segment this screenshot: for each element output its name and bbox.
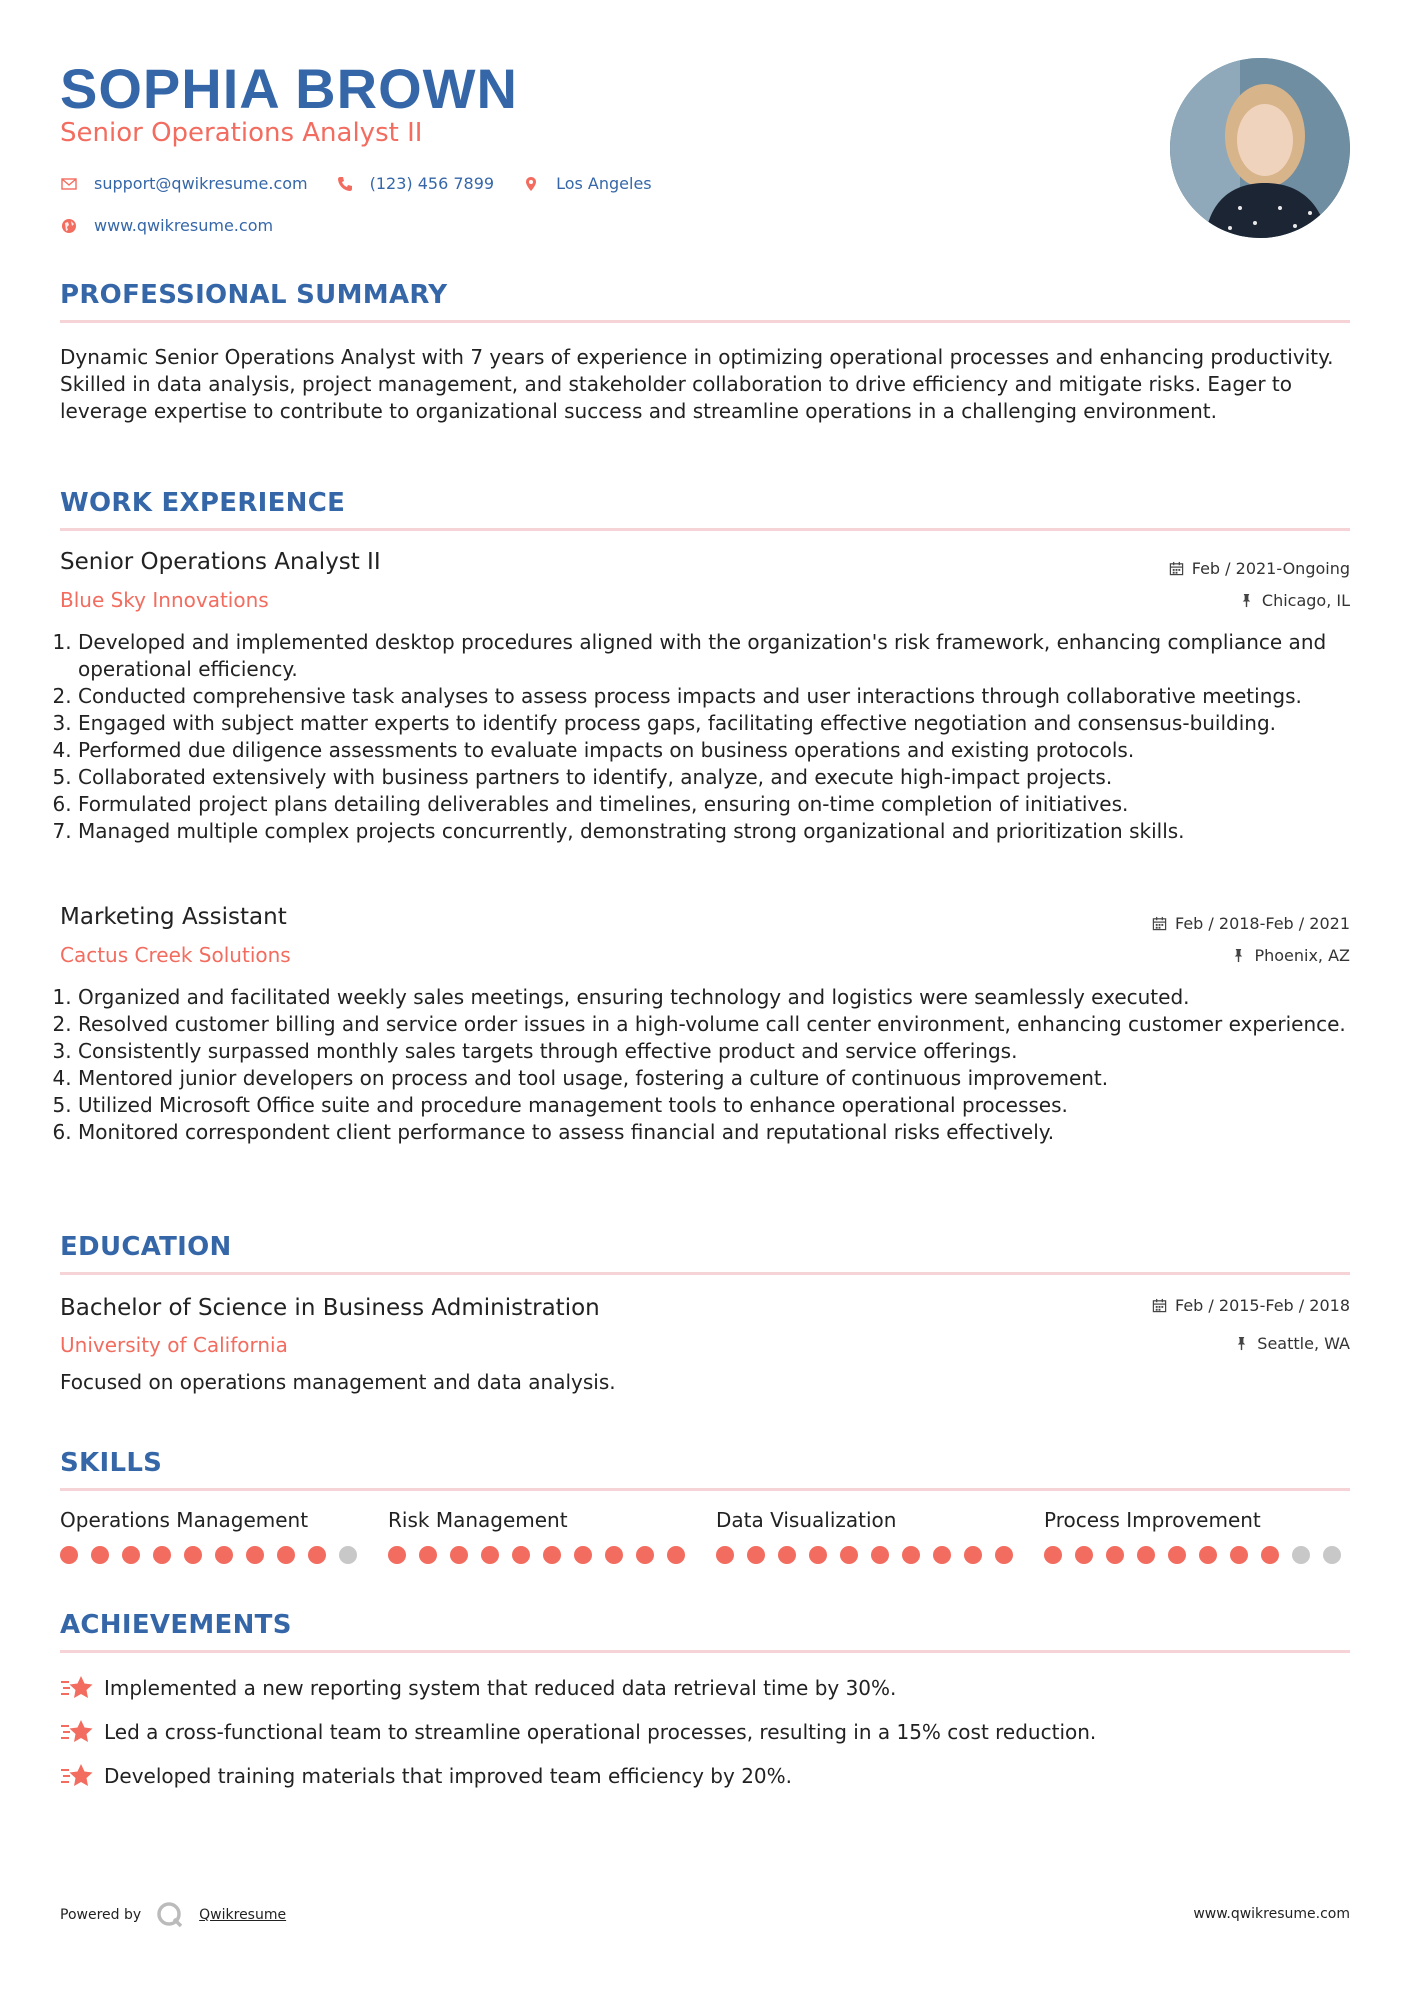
job-dates (1152, 914, 1350, 933)
rating-dot-filled (574, 1546, 592, 1564)
list-item: 5. Utilized Microsoft Office suite and procedure management tools to enhance operational processes. (78, 1092, 1368, 1119)
rating-dot-filled (995, 1546, 1013, 1564)
location-item (522, 174, 652, 193)
school-name: University of California (60, 1333, 288, 1357)
star-icon (60, 1762, 94, 1790)
experience-heading-text: WORK EXPERIENCE (60, 488, 346, 518)
rating-dot-empty (339, 1546, 357, 1564)
rating-dot-filled (1199, 1546, 1217, 1564)
pushpin-icon (1239, 593, 1254, 608)
footer-url[interactable]: www.qwikresume.com (1193, 1906, 1350, 1922)
summary-heading-text: PROFESSIONAL SUMMARY (60, 280, 448, 310)
rating-dot-filled (122, 1546, 140, 1564)
rating-dot-filled (1137, 1546, 1155, 1564)
resume-page (60, 0, 1350, 1990)
list-item: 4. Mentored junior developers on process and tool usage, fostering a culture of continuous improvement. (78, 1065, 1368, 1092)
achievements-heading (60, 1610, 1350, 1640)
star-icon (60, 1674, 94, 1702)
list-item: 2. Resolved customer billing and service order issues in a high-volume call center environment, enhancing customer experience. (78, 1011, 1368, 1038)
rating-dot-filled (91, 1546, 109, 1564)
rating-dot-empty (1323, 1546, 1341, 1564)
achievement-text: Developed training materials that improved team efficiency by 20%. (104, 1764, 793, 1788)
globe-icon (60, 217, 78, 235)
rating-dot-filled (60, 1546, 78, 1564)
education-location-text: Seattle, WA (1257, 1334, 1350, 1353)
achievement-text: Implemented a new reporting system that reduced data retrieval time by 30%. (104, 1676, 897, 1700)
phone-text[interactable]: (123) 456 7899 (369, 174, 495, 193)
skill-item (60, 1508, 360, 1564)
rating-dot-filled (512, 1546, 530, 1564)
job-location (1231, 946, 1350, 965)
qwikresume-logo-icon (155, 1900, 185, 1930)
rating-dot-filled (388, 1546, 406, 1564)
achievement-item (60, 1718, 1096, 1746)
achievement-item (60, 1674, 896, 1702)
rating-dot-filled (964, 1546, 982, 1564)
rating-dot-filled (308, 1546, 326, 1564)
calendar-icon (1152, 1298, 1167, 1313)
achievements-divider (60, 1650, 1350, 1653)
email-item[interactable] (60, 174, 308, 193)
summary-text: Dynamic Senior Operations Analyst with 7 years of experience in optimizing operational processes and enhancing productivity. Skilled in data analysis, project management, and stakeholder collaboration to drive efficiency and mitigate risks. Eager to leverage expertise to contribute to organizational success and streamline operations in a challenging environment. (60, 345, 1334, 423)
calendar-icon (1152, 916, 1167, 931)
rating-dot-filled (277, 1546, 295, 1564)
rating-dot-filled (778, 1546, 796, 1564)
skills-heading (60, 1448, 1350, 1478)
list-item: 5. Collaborated extensively with business partners to identify, analyze, and execute high-impact projects. (78, 764, 1368, 791)
list-item: 1. Developed and implemented desktop procedures aligned with the organization's risk framework, enhancing compliance and operational efficiency. (78, 629, 1368, 683)
rating-dot-filled (419, 1546, 437, 1564)
rating-dot-filled (667, 1546, 685, 1564)
star-icon (60, 1718, 94, 1746)
list-item: 1. Organized and facilitated weekly sales meetings, ensuring technology and logistics were seamlessly executed. (78, 984, 1368, 1011)
education-dates (1152, 1296, 1350, 1315)
job-location-text: Chicago, IL (1261, 591, 1350, 610)
list-item: 7. Managed multiple complex projects concurrently, demonstrating strong organizational and prioritization skills. (78, 818, 1368, 845)
job-title: Senior Operations Analyst II (60, 549, 381, 575)
skill-rating (716, 1546, 1016, 1564)
education-heading-text: EDUCATION (60, 1232, 232, 1262)
skill-item (716, 1508, 1016, 1564)
job-dates-text: Feb / 2018-Feb / 2021 (1175, 914, 1350, 933)
skill-name: Process Improvement (1044, 1508, 1261, 1532)
envelope-icon (60, 175, 78, 193)
powered-by-text: Powered by (60, 1907, 142, 1923)
rating-dot-filled (636, 1546, 654, 1564)
calendar-icon (1169, 561, 1184, 576)
achievement-text: Led a cross-functional team to streamline operational processes, resulting in a 15% cost reduction. (104, 1720, 1097, 1744)
rating-dot-filled (246, 1546, 264, 1564)
website-row (60, 216, 301, 235)
skills-heading-text: SKILLS (60, 1448, 163, 1478)
achievements-heading-text: ACHIEVEMENTS (60, 1610, 292, 1640)
website-item[interactable] (60, 216, 273, 235)
rating-dot-filled (450, 1546, 468, 1564)
education-divider (60, 1272, 1350, 1275)
skill-name: Risk Management (388, 1508, 568, 1532)
phone-item[interactable] (336, 174, 494, 193)
job-location (1239, 591, 1350, 610)
skill-rating (388, 1546, 688, 1564)
rating-dot-filled (1168, 1546, 1186, 1564)
map-pin-icon (522, 175, 540, 193)
education-location (1234, 1334, 1350, 1353)
education-heading (60, 1232, 1350, 1262)
website-text[interactable]: www.qwikresume.com (94, 216, 274, 235)
education-dates-text: Feb / 2015-Feb / 2018 (1175, 1296, 1350, 1315)
experience-heading (60, 488, 1350, 518)
rating-dot-filled (871, 1546, 889, 1564)
experience-divider (60, 528, 1350, 531)
job-company: Blue Sky Innovations (60, 588, 269, 612)
skill-item (388, 1508, 688, 1564)
rating-dot-filled (902, 1546, 920, 1564)
job-bullets (60, 629, 1368, 845)
email-text[interactable]: support@qwikresume.com (94, 174, 308, 193)
list-item: 3. Consistently surpassed monthly sales targets through effective product and service offerings. (78, 1038, 1368, 1065)
profile-photo (1170, 58, 1350, 238)
skill-name: Operations Management (60, 1508, 309, 1532)
rating-dot-filled (747, 1546, 765, 1564)
location-text: Los Angeles (556, 174, 652, 193)
skill-rating (1044, 1546, 1344, 1564)
rating-dot-filled (716, 1546, 734, 1564)
candidate-name: SOPHIA BROWN (60, 57, 518, 120)
pushpin-icon (1231, 948, 1246, 963)
job-location-text: Phoenix, AZ (1254, 946, 1350, 965)
job-bullets (60, 984, 1368, 1146)
list-item: 6. Formulated project plans detailing deliverables and timelines, ensuring on-time completion of initiatives. (78, 791, 1368, 818)
skills-divider (60, 1488, 1350, 1491)
candidate-title: Senior Operations Analyst II (60, 118, 423, 148)
rating-dot-filled (215, 1546, 233, 1564)
job-title: Marketing Assistant (60, 904, 287, 930)
rating-dot-filled (1261, 1546, 1279, 1564)
job-dates-text: Feb / 2021-Ongoing (1191, 559, 1350, 578)
rating-dot-filled (840, 1546, 858, 1564)
summary-divider (60, 320, 1350, 323)
job-company: Cactus Creek Solutions (60, 943, 291, 967)
footer-powered-by (60, 1900, 286, 1930)
rating-dot-filled (481, 1546, 499, 1564)
summary-heading (60, 280, 1350, 310)
rating-dot-filled (1044, 1546, 1062, 1564)
qwikresume-link[interactable]: Qwikresume (199, 1907, 287, 1923)
rating-dot-filled (153, 1546, 171, 1564)
rating-dot-filled (543, 1546, 561, 1564)
skill-name: Data Visualization (716, 1508, 897, 1532)
list-item: 4. Performed due diligence assessments to evaluate impacts on business operations and existing protocols. (78, 737, 1368, 764)
rating-dot-filled (1230, 1546, 1248, 1564)
contact-row (60, 174, 680, 193)
education-description: Focused on operations management and data analysis. (60, 1370, 616, 1394)
rating-dot-filled (933, 1546, 951, 1564)
rating-dot-filled (184, 1546, 202, 1564)
rating-dot-filled (809, 1546, 827, 1564)
pushpin-icon (1234, 1336, 1249, 1351)
achievement-item (60, 1762, 792, 1790)
skill-rating (60, 1546, 360, 1564)
list-item: 6. Monitored correspondent client performance to assess financial and reputational risks effectively. (78, 1119, 1368, 1146)
rating-dot-empty (1292, 1546, 1310, 1564)
skill-item (1044, 1508, 1344, 1564)
list-item: 3. Engaged with subject matter experts to identify process gaps, facilitating effective negotiation and consensus-building. (78, 710, 1368, 737)
degree-title: Bachelor of Science in Business Administration (60, 1295, 600, 1321)
rating-dot-filled (1106, 1546, 1124, 1564)
list-item: 2. Conducted comprehensive task analyses to assess process impacts and user interactions through collaborative meetings. (78, 683, 1368, 710)
phone-icon (336, 175, 354, 193)
job-dates (1169, 559, 1350, 578)
rating-dot-filled (605, 1546, 623, 1564)
rating-dot-filled (1075, 1546, 1093, 1564)
